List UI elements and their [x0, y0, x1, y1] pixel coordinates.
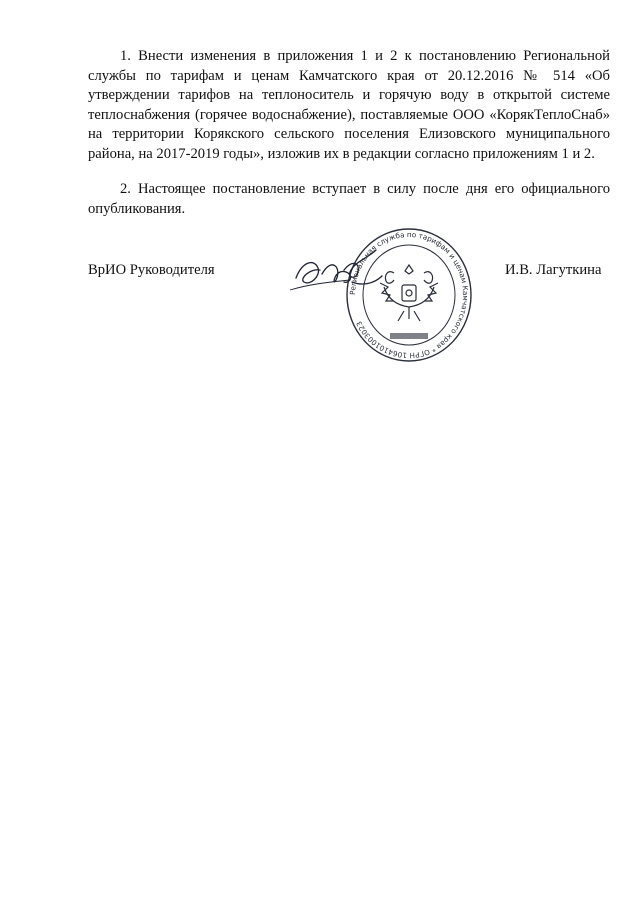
paragraph-1: 1. Внести изменения в приложения 1 и 2 к постановлению Региональной службы по тарифам и ценам Камчатского края от 20.12.2016 № 514 «Об утверждении тарифов на теплоноситель и горячую воду в открытой системе теплоснабжения (горячее водоснабжение), поставляемые ООО «КорякТеплоСнаб» на территории Корякского сельского поселения Елизовского муниципального района, на 2017-2019 годы», изложив их в редакции согласно приложениям 1 и 2.: [88, 48, 610, 162]
seal-ring-text: Региональная служба по тарифам и ценам Камчатского края * ОГРН 1064101003023: [347, 229, 471, 361]
paragraph-2: 2. Настоящее постановление вступает в силу после дня его официального опубликования.: [88, 181, 610, 217]
signatory-title: ВрИО Руководителя: [88, 262, 215, 278]
signatory-name: И.В. Лагуткина: [505, 262, 602, 278]
handwritten-signature-icon: [282, 238, 402, 308]
